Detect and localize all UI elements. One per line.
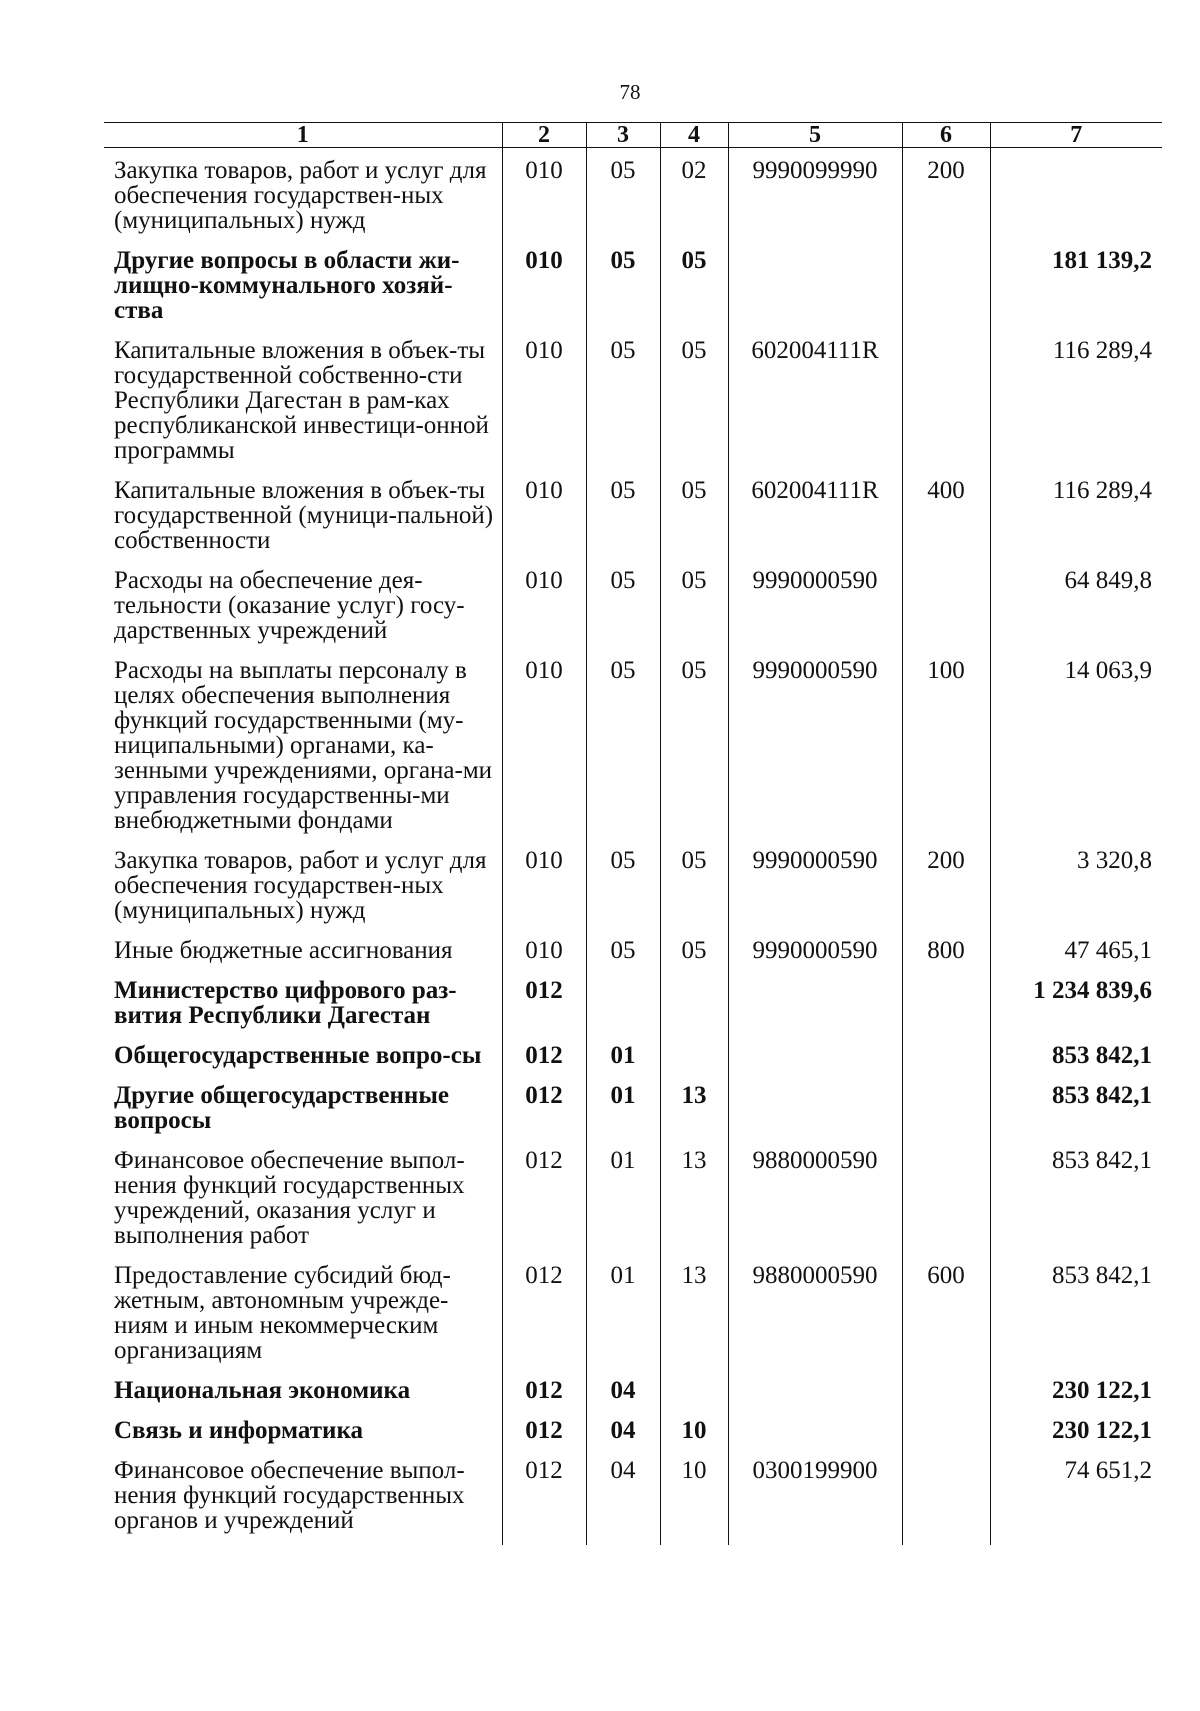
amount-cell: 181 139,2 <box>990 246 1162 336</box>
target-article-cell <box>728 976 902 1041</box>
column-header: 5 <box>728 123 902 148</box>
subsection-cell: 05 <box>660 936 728 976</box>
subsection-cell: 10 <box>660 1456 728 1545</box>
target-article-cell <box>728 1041 902 1081</box>
target-article-cell: 9990099990 <box>728 148 902 247</box>
admin-code-cell: 012 <box>502 1041 586 1081</box>
admin-code-cell: 012 <box>502 1146 586 1261</box>
section-cell: 01 <box>586 1081 660 1146</box>
subsection-cell <box>660 976 728 1041</box>
subsection-cell <box>660 1376 728 1416</box>
target-article-cell: 0300199900 <box>728 1456 902 1545</box>
amount-cell: 116 289,4 <box>990 476 1162 566</box>
column-header: 7 <box>990 123 1162 148</box>
amount-cell: 14 063,9 <box>990 656 1162 846</box>
row-name-cell: Другие вопросы в области жи-лищно-коммунального хозяй-ства <box>114 247 460 324</box>
subsection-cell: 13 <box>660 1146 728 1261</box>
table-row <box>104 566 1162 656</box>
column-header: 3 <box>586 123 660 148</box>
table-row <box>104 148 1162 247</box>
target-article-cell <box>728 1081 902 1146</box>
amount-cell: 116 289,4 <box>990 336 1162 476</box>
amount-cell: 853 842,1 <box>990 1146 1162 1261</box>
subsection-cell: 05 <box>660 246 728 336</box>
section-cell: 01 <box>586 1146 660 1261</box>
target-article-cell: 9990000590 <box>728 936 902 976</box>
target-article-cell <box>728 1416 902 1456</box>
row-name-cell: Закупка товаров, работ и услуг для обеспечения государствен-ных (муниципальных) нужд <box>114 847 487 924</box>
admin-code-cell: 010 <box>502 336 586 476</box>
subsection-cell: 13 <box>660 1081 728 1146</box>
subsection-cell: 05 <box>660 476 728 566</box>
table-row <box>104 1041 1162 1081</box>
subsection-cell: 05 <box>660 846 728 936</box>
subsection-cell: 05 <box>660 566 728 656</box>
admin-code-cell: 012 <box>502 1376 586 1416</box>
target-article-cell: 602004111R <box>728 336 902 476</box>
table-row <box>104 1456 1162 1545</box>
row-name-cell: Другие общегосударственные вопросы <box>114 1082 449 1134</box>
expense-type-cell <box>902 246 990 336</box>
expense-type-cell <box>902 566 990 656</box>
section-cell: 05 <box>586 336 660 476</box>
target-article-cell <box>728 246 902 336</box>
admin-code-cell: 010 <box>502 246 586 336</box>
expense-type-cell: 400 <box>902 476 990 566</box>
table-row <box>104 1261 1162 1376</box>
column-header: 6 <box>902 123 990 148</box>
section-cell: 05 <box>586 476 660 566</box>
amount-cell: 74 651,2 <box>990 1456 1162 1545</box>
amount-cell: 1 234 839,6 <box>990 976 1162 1041</box>
table-row <box>104 656 1162 846</box>
table-row <box>104 476 1162 566</box>
table-row <box>104 936 1162 976</box>
expense-type-cell: 600 <box>902 1261 990 1376</box>
admin-code-cell: 012 <box>502 1261 586 1376</box>
row-name-cell: Общегосударственные вопро-сы <box>114 1042 482 1069</box>
row-name-cell: Финансовое обеспечение выпол-нения функций государственных органов и учреждений <box>114 1457 465 1534</box>
row-name-cell: Расходы на обеспечение дея-тельности (оказание услуг) госу-дарственных учреждений <box>114 567 465 644</box>
table-row <box>104 1146 1162 1261</box>
amount-cell <box>990 148 1162 247</box>
expense-type-cell <box>902 976 990 1041</box>
row-name-cell: Связь и информатика <box>114 1417 363 1444</box>
section-cell: 01 <box>586 1261 660 1376</box>
expense-type-cell: 200 <box>902 846 990 936</box>
amount-cell: 47 465,1 <box>990 936 1162 976</box>
expense-type-cell <box>902 1081 990 1146</box>
row-name-cell: Министерство цифрового раз-вития Республики Дагестан <box>114 977 457 1029</box>
subsection-cell: 02 <box>660 148 728 247</box>
section-cell: 05 <box>586 936 660 976</box>
amount-cell: 64 849,8 <box>990 566 1162 656</box>
section-cell: 04 <box>586 1456 660 1545</box>
page-number: 78 <box>619 80 641 104</box>
expense-type-cell <box>902 1416 990 1456</box>
table-row <box>104 1376 1162 1416</box>
table-row <box>104 336 1162 476</box>
admin-code-cell: 012 <box>502 1456 586 1545</box>
expense-type-cell: 800 <box>902 936 990 976</box>
section-cell: 05 <box>586 566 660 656</box>
admin-code-cell: 010 <box>502 476 586 566</box>
section-cell <box>586 976 660 1041</box>
column-header: 2 <box>502 123 586 148</box>
admin-code-cell: 012 <box>502 1416 586 1456</box>
subsection-cell: 10 <box>660 1416 728 1456</box>
amount-cell: 230 122,1 <box>990 1416 1162 1456</box>
admin-code-cell: 012 <box>502 976 586 1041</box>
admin-code-cell: 010 <box>502 656 586 846</box>
subsection-cell <box>660 1041 728 1081</box>
expense-type-cell <box>902 1376 990 1416</box>
header-row <box>104 123 1162 148</box>
section-cell: 05 <box>586 246 660 336</box>
expense-type-cell <box>902 1456 990 1545</box>
target-article-cell: 602004111R <box>728 476 902 566</box>
column-header: 1 <box>104 123 502 148</box>
row-name-cell: Национальная экономика <box>114 1377 411 1404</box>
section-cell: 05 <box>586 148 660 247</box>
table-row <box>104 1081 1162 1146</box>
target-article-cell: 9880000590 <box>728 1261 902 1376</box>
table-row <box>104 1416 1162 1456</box>
admin-code-cell: 010 <box>502 566 586 656</box>
admin-code-cell: 012 <box>502 1081 586 1146</box>
section-cell: 04 <box>586 1416 660 1456</box>
row-name-cell: Финансовое обеспечение выпол-нения функций государственных учреждений, оказания услуг и выполнения работ <box>114 1147 465 1249</box>
amount-cell: 230 122,1 <box>990 1376 1162 1416</box>
amount-cell: 853 842,1 <box>990 1041 1162 1081</box>
admin-code-cell: 010 <box>502 846 586 936</box>
table-row <box>104 246 1162 336</box>
subsection-cell: 05 <box>660 336 728 476</box>
expense-type-cell <box>902 1041 990 1081</box>
admin-code-cell: 010 <box>502 148 586 247</box>
amount-cell: 853 842,1 <box>990 1261 1162 1376</box>
target-article-cell: 9990000590 <box>728 656 902 846</box>
row-name-cell: Капитальные вложения в объек-ты государственной собственно-сти Республики Дагестан в рам-ках республиканской инвестици-онной программы <box>114 337 489 464</box>
target-article-cell: 9990000590 <box>728 846 902 936</box>
row-name-cell: Капитальные вложения в объек-ты государственной (муници-пальной) собственности <box>114 477 494 554</box>
section-cell: 05 <box>586 846 660 936</box>
expense-type-cell: 200 <box>902 148 990 247</box>
budget-table <box>104 122 1162 1545</box>
row-name-cell: Иные бюджетные ассигнования <box>114 937 453 964</box>
row-name-cell: Закупка товаров, работ и услуг для обеспечения государствен-ных (муниципальных) нужд <box>114 157 487 234</box>
table-row <box>104 846 1162 936</box>
row-name-cell: Предоставление субсидий бюд-жетным, автономным учрежде-ниям и иным некоммерческим организациям <box>114 1262 451 1364</box>
expense-type-cell <box>902 1146 990 1261</box>
subsection-cell: 05 <box>660 656 728 846</box>
section-cell: 05 <box>586 656 660 846</box>
admin-code-cell: 010 <box>502 936 586 976</box>
table-row <box>104 976 1162 1041</box>
column-header: 4 <box>660 123 728 148</box>
row-name-cell: Расходы на выплаты персоналу в целях обеспечения выполнения функций государственными (му-ниципальными) органами, ка-зенными учреждениями, органа-ми управления государственны-ми внебюджетными фондами <box>114 657 493 834</box>
target-article-cell: 9990000590 <box>728 566 902 656</box>
subsection-cell: 13 <box>660 1261 728 1376</box>
expense-type-cell: 100 <box>902 656 990 846</box>
section-cell: 04 <box>586 1376 660 1416</box>
target-article-cell <box>728 1376 902 1416</box>
target-article-cell: 9880000590 <box>728 1146 902 1261</box>
expense-type-cell <box>902 336 990 476</box>
amount-cell: 3 320,8 <box>990 846 1162 936</box>
section-cell: 01 <box>586 1041 660 1081</box>
amount-cell: 853 842,1 <box>990 1081 1162 1146</box>
